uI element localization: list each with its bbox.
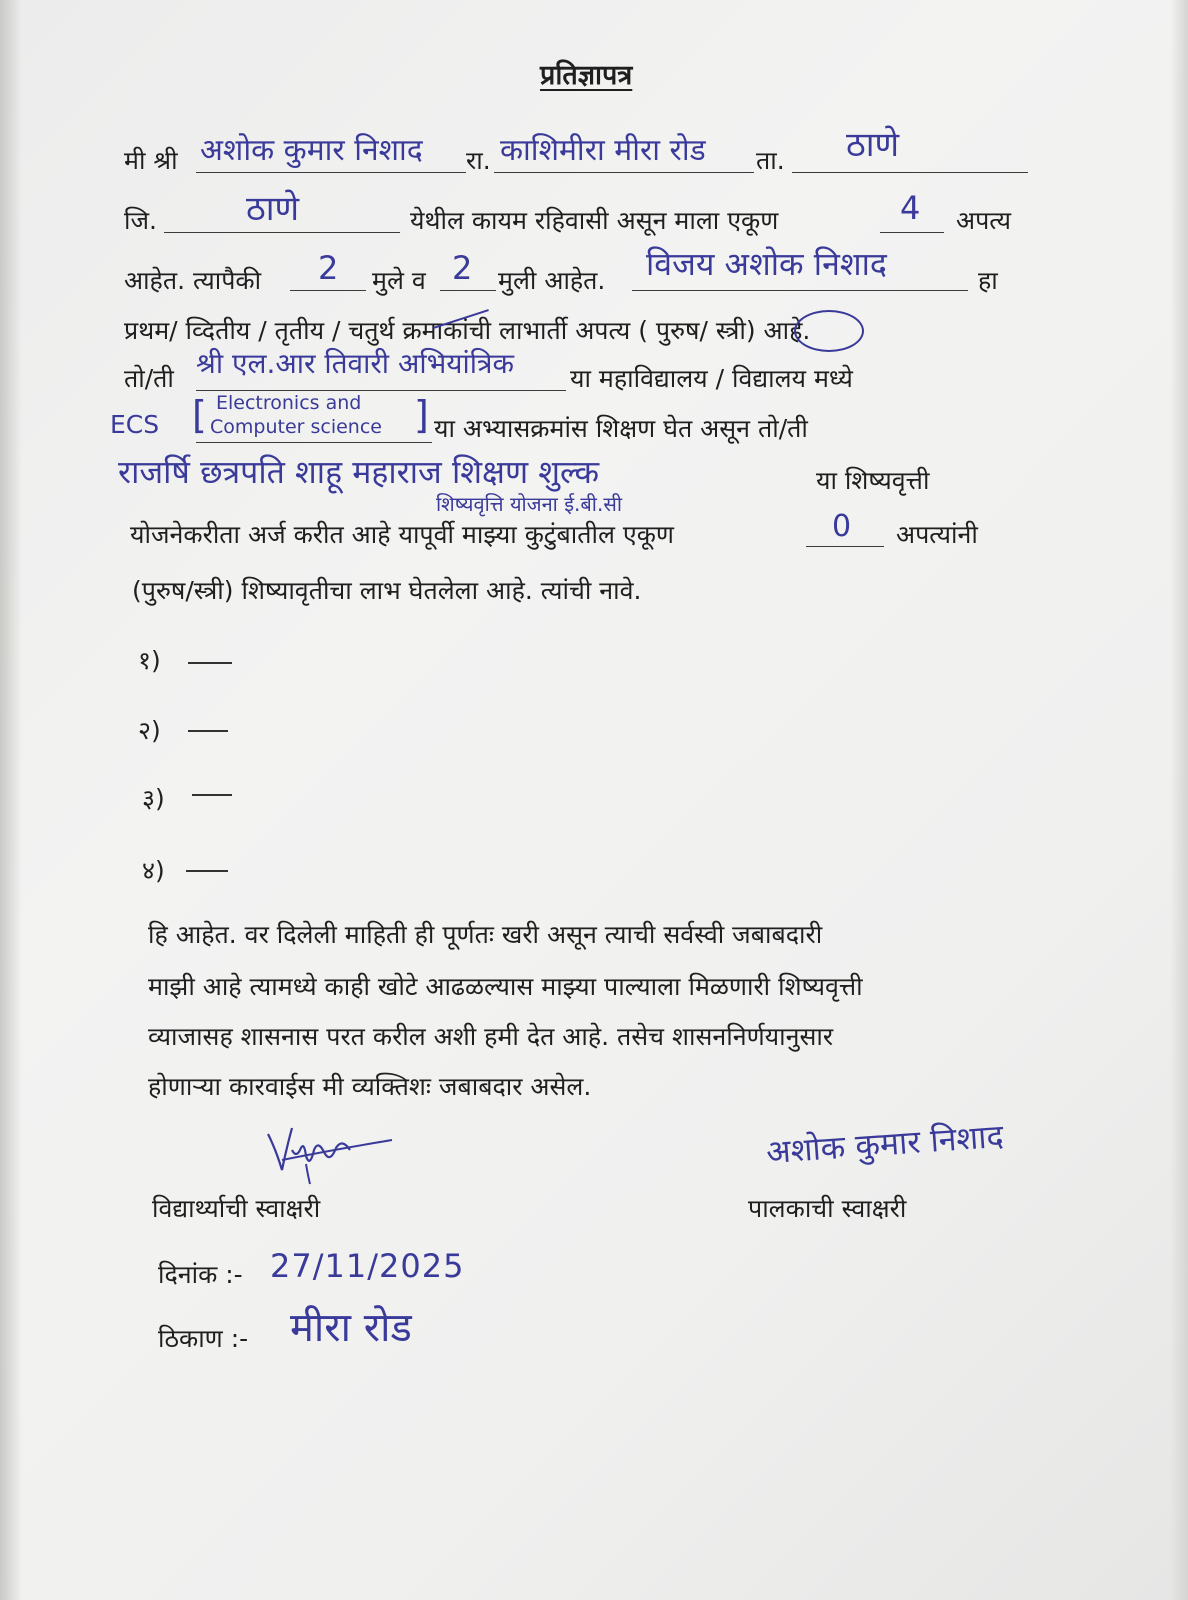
total-children-value: 4 (900, 189, 921, 227)
list-item-number: २) (138, 716, 161, 745)
course-name-line2: Computer science (210, 416, 382, 438)
line5-suffix: या महाविद्यालय / विद्यालय मध्ये (570, 364, 853, 393)
parent-signature: अशोक कुमार निशाद (764, 1116, 1005, 1172)
course-open-bracket: [ (192, 393, 207, 437)
list-item-number: ४) (142, 856, 165, 885)
declaration-line: माझी आहे त्यामध्ये काही खोटे आढळल्यास माझ्या पाल्याला मिळणारी शिष्यवृत्ती (148, 972, 863, 1001)
residence-address: काशिमीरा मीरा रोड (500, 133, 706, 168)
child-name: विजय अशोक निशाद (646, 245, 887, 283)
line4-text: प्रथम/ व्दितीय / तृतीय / चतुर्थ क्रमाकांची लाभार्ती अपत्य ( पुरुष/ स्त्री) आहे. (124, 316, 811, 345)
declaration-line: हि आहेत. वर दिलेली माहिती ही पूर्णतः खरी असून त्याची सर्वस्वी जबाबदारी (148, 920, 823, 949)
list-item-blank-dash (192, 794, 232, 796)
line2-suffix: अपत्य (956, 206, 1012, 235)
place-label: ठिकाण :- (158, 1324, 249, 1353)
student-signature-scribble (262, 1120, 402, 1190)
date-value: 27/11/2025 (270, 1247, 465, 1285)
line1-prefix: मी श्री (124, 146, 178, 175)
line1-ra-label: रा. (466, 146, 491, 175)
college-name: श्री एल.आर तिवारी अभियांत्रिक (196, 347, 514, 380)
sons-label: मुले व (372, 266, 426, 295)
line3-prefix: आहेत. त्यापैकी (124, 266, 262, 295)
daughters-count: 2 (452, 249, 473, 287)
scheme-name-line1: राजर्षि छत्रपति शाहू महाराज शिक्षण शुल्क (118, 453, 600, 491)
course-code: ECS (110, 410, 160, 439)
total-children-underline (880, 232, 944, 233)
line1-ta-label: ता. (756, 146, 785, 175)
course-underline (196, 442, 432, 443)
list-item-number: ३) (142, 784, 165, 813)
list-item-number: १) (138, 646, 161, 675)
paper-shadow-right (1170, 0, 1188, 1600)
declaration-line: व्याजासह शासनास परत करील अशी हमी देत आहे. तसेच शासननिर्णयानुसार (148, 1022, 834, 1051)
line5-prefix: तो/ती (124, 364, 174, 393)
list-item-blank-dash (186, 870, 228, 872)
line2-ji-label: जि. (124, 206, 157, 235)
previous-beneficiaries-count: 0 (832, 509, 852, 544)
parent-signature-label: पालकाची स्वाक्षरी (748, 1194, 907, 1223)
count-underline (806, 546, 884, 547)
name-underline (196, 172, 466, 173)
list-item-blank-dash (188, 730, 228, 732)
daughters-label: मुली आहेत. (498, 266, 606, 295)
paper-shadow-left (0, 0, 22, 1600)
line3-suffix: हा (978, 266, 998, 295)
course-close-bracket: ] (414, 393, 429, 437)
daughters-underline (440, 290, 496, 291)
line2-text: येथील कायम रहिवासी असून माला एकूण (410, 206, 779, 235)
address-underline (494, 172, 754, 173)
line8-prefix: योजनेकरीता अर्ज करीत आहे यापूर्वी माझ्या कुटुंबातील एकूण (130, 520, 674, 549)
student-signature-label: विद्यार्थ्याची स्वाक्षरी (152, 1194, 321, 1223)
place-value: मीरा रोड (290, 1305, 412, 1351)
course-name-line1: Electronics and (216, 392, 362, 414)
date-label: दिनांक :- (158, 1260, 243, 1289)
sons-count: 2 (318, 249, 339, 287)
child-name-underline (632, 290, 968, 291)
line6-suffix: या अभ्यासक्रमांस शिक्षण घेत असून तो/ती (434, 414, 808, 443)
scheme-name-line2: शिष्यवृत्ति योजना ई.बी.सी (436, 492, 623, 516)
sons-underline (290, 290, 366, 291)
district-underline (164, 232, 400, 233)
taluka-underline (792, 172, 1028, 173)
taluka-value: ठाणे (846, 125, 900, 165)
line9-text: (पुरुष/स्त्री) शिष्यावृतीचा लाभ घेतलेला आहे. त्यांची नावे. (132, 576, 642, 605)
college-underline (196, 390, 566, 391)
list-item-blank-dash (188, 662, 232, 664)
purush-circle-mark (794, 310, 864, 352)
document-title: प्रतिज्ञापत्र (540, 60, 633, 91)
line7-suffix: या शिष्यवृत्ती (816, 466, 930, 495)
applicant-name: अशोक कुमार निशाद (200, 133, 423, 168)
line8-suffix: अपत्यांनी (896, 520, 978, 549)
district-value: ठाणे (246, 189, 300, 229)
declaration-line: होणाऱ्या कारवाईस मी व्यक्तिशः जबाबदार असेल. (148, 1072, 592, 1101)
